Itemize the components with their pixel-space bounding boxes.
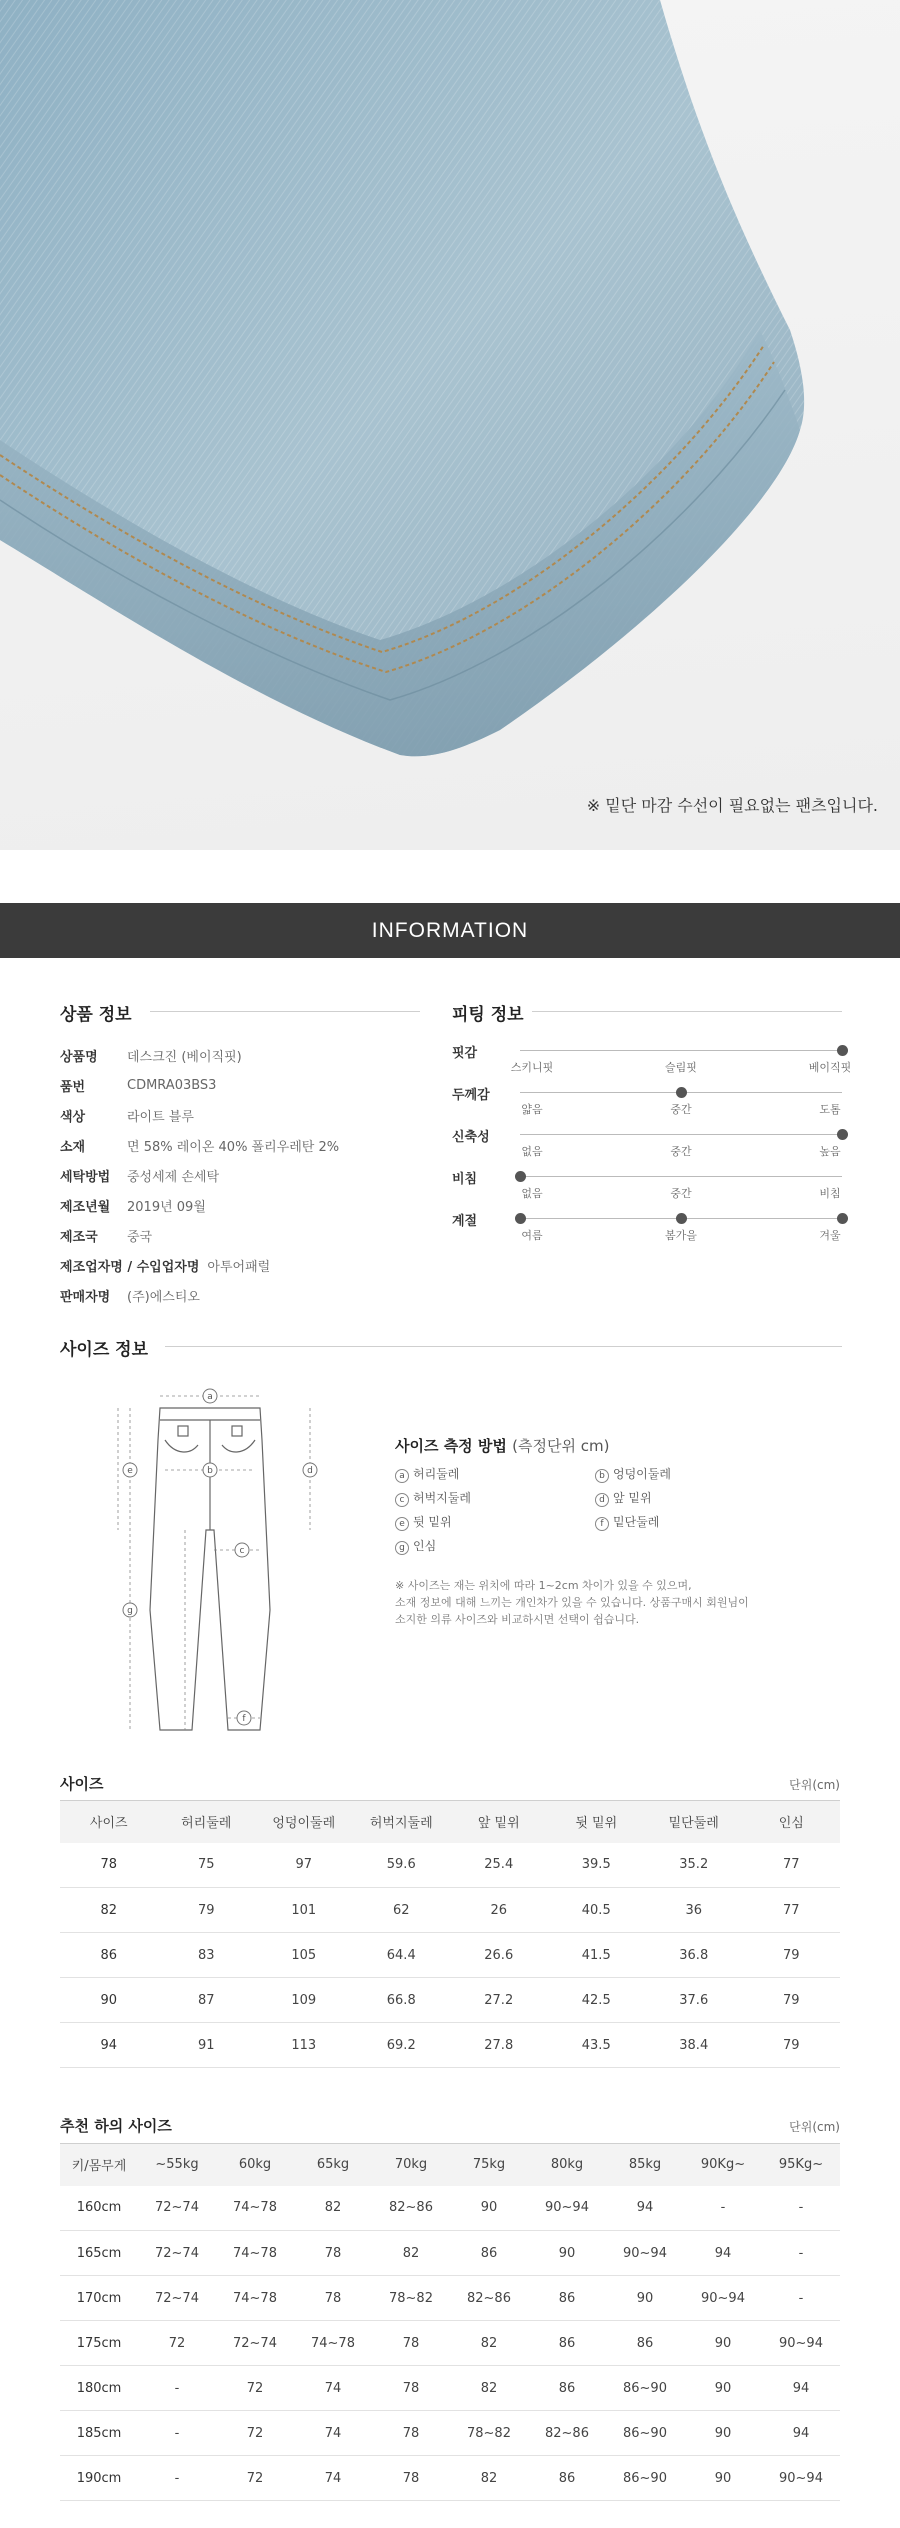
size-method-label: 허리둘레 bbox=[413, 1467, 460, 1481]
product-info-row bbox=[60, 1250, 339, 1280]
table-cell: 105 bbox=[255, 1933, 353, 1978]
table-cell: 72~74 bbox=[138, 2186, 216, 2231]
table-cell: 86 bbox=[528, 2456, 606, 2501]
table-cell: 79 bbox=[158, 1888, 256, 1933]
table-cell: 160cm bbox=[60, 2186, 138, 2231]
table-cell: 109 bbox=[255, 1978, 353, 2023]
table-cell: 35.2 bbox=[645, 1843, 743, 1888]
fitting-option: 중간 bbox=[670, 1187, 692, 1200]
product-info-value: 데스크진 (베이직핏) bbox=[127, 1049, 242, 1065]
product-info-key: 상품명 bbox=[60, 1049, 98, 1065]
table-cell: 59.6 bbox=[353, 1843, 451, 1888]
table-cell: - bbox=[138, 2366, 216, 2411]
fitting-option: 슬림핏 bbox=[665, 1061, 697, 1074]
table-cell: 77 bbox=[743, 1843, 841, 1888]
table-cell: 94 bbox=[606, 2186, 684, 2231]
table-cell: 86 bbox=[528, 2321, 606, 2366]
table-header-cell: 80kg bbox=[528, 2144, 606, 2186]
table-cell: 74 bbox=[294, 2366, 372, 2411]
table-row bbox=[60, 2231, 840, 2276]
fitting-row bbox=[452, 1040, 852, 1082]
fitting-selected-dot bbox=[515, 1213, 526, 1224]
table-cell: 170cm bbox=[60, 2276, 138, 2321]
table-cell: 86 bbox=[60, 1933, 158, 1978]
product-info-key: 판매자명 bbox=[60, 1289, 111, 1305]
table-cell: 90~94 bbox=[684, 2276, 762, 2321]
table-cell: 25.4 bbox=[450, 1843, 548, 1888]
table-cell: 74 bbox=[294, 2411, 372, 2456]
table-cell: 78~82 bbox=[372, 2276, 450, 2321]
size-method-item bbox=[395, 1513, 452, 1531]
size-method-item bbox=[595, 1489, 652, 1507]
size-method-code: c bbox=[395, 1493, 409, 1507]
size-method-item bbox=[395, 1489, 471, 1507]
diagram-label-a: a bbox=[207, 1392, 213, 1402]
table-cell: 86~90 bbox=[606, 2411, 684, 2456]
product-info-key: 제조업자명 / 수입업자명 bbox=[60, 1259, 200, 1275]
size-method-item bbox=[595, 1465, 671, 1483]
fitting-option: 높음 bbox=[819, 1145, 841, 1158]
table-cell: 41.5 bbox=[548, 1933, 646, 1978]
size-method-code: d bbox=[595, 1493, 609, 1507]
table-cell: 36 bbox=[645, 1888, 743, 1933]
product-info-value: 2019년 09월 bbox=[127, 1199, 206, 1215]
size-method-label: 허벅지둘레 bbox=[413, 1491, 471, 1505]
table-cell: 62 bbox=[353, 1888, 451, 1933]
table-cell: 72~74 bbox=[138, 2276, 216, 2321]
table-cell: 185cm bbox=[60, 2411, 138, 2456]
table-header-cell: 뒷 밑위 bbox=[548, 1801, 646, 1843]
fitting-label: 신축성 bbox=[452, 1130, 490, 1145]
product-info-key: 색상 bbox=[60, 1109, 86, 1125]
table-cell: 82 bbox=[294, 2186, 372, 2231]
size-table-title: 사이즈 bbox=[60, 1775, 104, 1793]
table-cell: 77 bbox=[743, 1888, 841, 1933]
size-method-code: b bbox=[595, 1469, 609, 1483]
table-header-cell: 95Kg~ bbox=[762, 2144, 840, 2186]
table-cell: 74~78 bbox=[216, 2186, 294, 2231]
fitting-option: 없음 bbox=[521, 1145, 543, 1158]
table-cell: 86~90 bbox=[606, 2366, 684, 2411]
size-method-label: 인심 bbox=[413, 1539, 437, 1553]
table-cell: 86 bbox=[450, 2231, 528, 2276]
table-cell: 90 bbox=[606, 2276, 684, 2321]
product-info-row bbox=[60, 1070, 339, 1100]
recommended-size-table bbox=[60, 2143, 840, 2501]
size-note bbox=[395, 1577, 795, 1628]
product-info-value: 중국 bbox=[127, 1229, 153, 1245]
size-method-code: a bbox=[395, 1469, 409, 1483]
table-header-cell: 엉덩이둘레 bbox=[255, 1801, 353, 1843]
size-method-item bbox=[595, 1513, 659, 1531]
table-cell: 78~82 bbox=[450, 2411, 528, 2456]
table-cell: 90 bbox=[60, 1978, 158, 2023]
table-cell: 82 bbox=[450, 2321, 528, 2366]
fitting-row bbox=[452, 1082, 842, 1124]
table-row bbox=[60, 2411, 840, 2456]
fitting-option: 스키니핏 bbox=[510, 1061, 554, 1074]
table-cell: 78 bbox=[372, 2366, 450, 2411]
product-info-row bbox=[60, 1280, 339, 1310]
table-header-cell: 인심 bbox=[743, 1801, 841, 1843]
table-row bbox=[60, 2321, 840, 2366]
table-cell: 90~94 bbox=[606, 2231, 684, 2276]
fitting-option: 겨울 bbox=[819, 1229, 841, 1242]
table-cell: 69.2 bbox=[353, 2023, 451, 2068]
fitting-option: 여름 bbox=[521, 1229, 543, 1242]
product-info-key: 제조국 bbox=[60, 1229, 98, 1245]
table-cell: 90~94 bbox=[528, 2186, 606, 2231]
size-method-label: 앞 밑위 bbox=[613, 1491, 652, 1505]
table-cell: 27.8 bbox=[450, 2023, 548, 2068]
fitting-option: 없음 bbox=[521, 1187, 543, 1200]
fitting-info-divider bbox=[532, 1011, 842, 1012]
fitting-label: 핏감 bbox=[452, 1046, 478, 1061]
table-cell: - bbox=[684, 2186, 762, 2231]
table-header-cell: 키/몸무게 bbox=[60, 2144, 138, 2186]
fitting-selected-dot bbox=[676, 1087, 687, 1098]
size-info-divider bbox=[165, 1346, 842, 1347]
table-cell: 175cm bbox=[60, 2321, 138, 2366]
table-cell: - bbox=[762, 2276, 840, 2321]
table-cell: 90 bbox=[450, 2186, 528, 2231]
table-cell: 190cm bbox=[60, 2456, 138, 2501]
table-cell: 90 bbox=[528, 2231, 606, 2276]
size-method-unit: (측정단위 cm) bbox=[512, 1437, 610, 1455]
fitting-selected-dot bbox=[837, 1045, 848, 1056]
diagram-label-c: c bbox=[239, 1546, 245, 1556]
table-cell: 42.5 bbox=[548, 1978, 646, 2023]
table-cell: 86 bbox=[528, 2366, 606, 2411]
table-cell: 94 bbox=[684, 2231, 762, 2276]
table-header-cell: 65kg bbox=[294, 2144, 372, 2186]
table-cell: 82~86 bbox=[450, 2276, 528, 2321]
product-info-divider bbox=[150, 1011, 420, 1012]
table-row bbox=[60, 2186, 840, 2231]
table-row bbox=[60, 2276, 840, 2321]
size-method-label: 엉덩이둘레 bbox=[613, 1467, 671, 1481]
size-method-code: e bbox=[395, 1517, 409, 1531]
table-cell: 97 bbox=[255, 1843, 353, 1888]
table-cell: 66.8 bbox=[353, 1978, 451, 2023]
information-banner: INFORMATION bbox=[0, 903, 900, 958]
table-header-row bbox=[60, 2144, 840, 2186]
diagram-label-g: g bbox=[127, 1606, 133, 1616]
table-header-cell: 사이즈 bbox=[60, 1801, 158, 1843]
table-row bbox=[60, 1978, 840, 2023]
table-header-cell: 밑단둘레 bbox=[645, 1801, 743, 1843]
size-note-line: ※ 사이즈는 재는 위치에 따라 1~2cm 차이가 있을 수 있으며, bbox=[395, 1579, 692, 1592]
table-cell: 90~94 bbox=[762, 2456, 840, 2501]
product-info-value: CDMRA03BS3 bbox=[127, 1077, 217, 1093]
table-cell: 78 bbox=[372, 2411, 450, 2456]
fitting-option: 중간 bbox=[670, 1103, 692, 1116]
table-header-row bbox=[60, 1801, 840, 1843]
size-method-item bbox=[395, 1465, 459, 1483]
fitting-label: 계절 bbox=[452, 1214, 478, 1229]
table-cell: 72 bbox=[216, 2366, 294, 2411]
fitting-selected-dot bbox=[837, 1129, 848, 1140]
table-row bbox=[60, 2456, 840, 2501]
table-cell: 72 bbox=[138, 2321, 216, 2366]
table-cell: 37.6 bbox=[645, 1978, 743, 2023]
table-cell: 72 bbox=[216, 2411, 294, 2456]
size-table bbox=[60, 1800, 840, 2068]
size-method-code: f bbox=[595, 1517, 609, 1531]
size-method-label: 뒷 밑위 bbox=[413, 1515, 452, 1529]
table-cell: - bbox=[762, 2186, 840, 2231]
product-info-row bbox=[60, 1130, 339, 1160]
hero-caption: ※ 밑단 마감 수선이 필요없는 팬츠입니다. bbox=[586, 796, 878, 815]
product-info-list bbox=[60, 1040, 339, 1310]
product-info-value: 중성세제 손세탁 bbox=[127, 1169, 220, 1185]
table-cell: 94 bbox=[60, 2023, 158, 2068]
table-cell: 90 bbox=[684, 2456, 762, 2501]
table-header-cell: 허벅지둘레 bbox=[353, 1801, 451, 1843]
table-cell: 79 bbox=[743, 1978, 841, 2023]
table-cell: 83 bbox=[158, 1933, 256, 1978]
table-cell: 64.4 bbox=[353, 1933, 451, 1978]
fitting-info-list bbox=[452, 1040, 852, 1250]
fitting-option: 봄가을 bbox=[665, 1229, 697, 1242]
table-header-cell: 60kg bbox=[216, 2144, 294, 2186]
table-header-cell: 허리둘레 bbox=[158, 1801, 256, 1843]
table-cell: 82 bbox=[450, 2366, 528, 2411]
table-cell: 86 bbox=[606, 2321, 684, 2366]
table-cell: 38.4 bbox=[645, 2023, 743, 2068]
table-cell: 180cm bbox=[60, 2366, 138, 2411]
product-info-key: 제조년월 bbox=[60, 1199, 111, 1215]
product-info-value: 면 58% 레이온 40% 폴리우레탄 2% bbox=[127, 1139, 340, 1155]
table-cell: 82~86 bbox=[528, 2411, 606, 2456]
table-cell: 113 bbox=[255, 2023, 353, 2068]
product-info-key: 품번 bbox=[60, 1079, 86, 1095]
diagram-label-b: b bbox=[207, 1466, 213, 1476]
table-cell: 90~94 bbox=[762, 2321, 840, 2366]
product-info-row bbox=[60, 1040, 339, 1070]
fitting-info-title: 피팅 정보 bbox=[452, 1005, 524, 1025]
product-info-row bbox=[60, 1220, 339, 1250]
table-cell: 74 bbox=[294, 2456, 372, 2501]
denim-hem-illustration bbox=[0, 0, 900, 850]
table-header-cell: 90Kg~ bbox=[684, 2144, 762, 2186]
table-cell: 39.5 bbox=[548, 1843, 646, 1888]
table-header-cell: 75kg bbox=[450, 2144, 528, 2186]
size-method-label: 밑단둘레 bbox=[613, 1515, 660, 1529]
table-cell: 82 bbox=[60, 1888, 158, 1933]
rec-table-title: 추천 하의 사이즈 bbox=[60, 2117, 172, 2135]
table-cell: 87 bbox=[158, 1978, 256, 2023]
table-header-cell: 앞 밑위 bbox=[450, 1801, 548, 1843]
table-cell: 82~86 bbox=[372, 2186, 450, 2231]
table-cell: 90 bbox=[684, 2411, 762, 2456]
fitting-selected-dot bbox=[837, 1213, 848, 1224]
table-cell: 26.6 bbox=[450, 1933, 548, 1978]
table-row bbox=[60, 1933, 840, 1978]
table-cell: 78 bbox=[372, 2321, 450, 2366]
table-cell: 79 bbox=[743, 2023, 841, 2068]
fitting-label: 두께감 bbox=[452, 1088, 490, 1103]
fitting-selected-dot bbox=[676, 1213, 687, 1224]
product-info-row bbox=[60, 1190, 339, 1220]
table-header-cell: 85kg bbox=[606, 2144, 684, 2186]
table-cell: 94 bbox=[762, 2411, 840, 2456]
product-info-value: 라이트 블루 bbox=[127, 1109, 194, 1125]
product-info-key: 세탁방법 bbox=[60, 1169, 111, 1185]
table-cell: 72~74 bbox=[216, 2321, 294, 2366]
fitting-option: 얇음 bbox=[521, 1103, 543, 1116]
pants-measurement-diagram bbox=[110, 1380, 330, 1740]
fitting-selected-dot bbox=[515, 1171, 526, 1182]
size-note-line: 소지한 의류 사이즈와 비교하시면 선택이 쉽습니다. bbox=[395, 1613, 640, 1626]
product-info-value: (주)에스티오 bbox=[127, 1289, 200, 1305]
table-cell: 91 bbox=[158, 2023, 256, 2068]
size-method-title: 사이즈 측정 방법 (측정단위 cm) bbox=[395, 1437, 610, 1455]
table-header-cell: 70kg bbox=[372, 2144, 450, 2186]
product-info-key: 소재 bbox=[60, 1139, 86, 1155]
size-method-item bbox=[395, 1537, 436, 1555]
table-row bbox=[60, 1843, 840, 1888]
fitting-scale-line bbox=[520, 1050, 842, 1051]
fitting-option: 비침 bbox=[819, 1187, 841, 1200]
diagram-label-e: e bbox=[127, 1466, 133, 1476]
fitting-label: 비침 bbox=[452, 1172, 478, 1187]
table-cell: 78 bbox=[60, 1843, 158, 1888]
table-cell: 43.5 bbox=[548, 2023, 646, 2068]
table-cell: 86~90 bbox=[606, 2456, 684, 2501]
table-cell: 40.5 bbox=[548, 1888, 646, 1933]
table-cell: 74~78 bbox=[294, 2321, 372, 2366]
size-info-title: 사이즈 정보 bbox=[60, 1340, 149, 1360]
table-cell: 72 bbox=[216, 2456, 294, 2501]
table-row bbox=[60, 2366, 840, 2411]
product-info-row bbox=[60, 1160, 339, 1190]
rec-table-unit: 단위(cm) bbox=[789, 2120, 840, 2134]
fitting-option: 도톰 bbox=[819, 1103, 841, 1116]
table-cell: 78 bbox=[372, 2456, 450, 2501]
table-cell: - bbox=[138, 2456, 216, 2501]
size-note-line: 소재 정보에 대해 느끼는 개인차가 있을 수 있습니다. 상품구매시 회원님이 bbox=[395, 1596, 749, 1609]
product-info-row bbox=[60, 1100, 339, 1130]
table-cell: 75 bbox=[158, 1843, 256, 1888]
table-cell: 101 bbox=[255, 1888, 353, 1933]
product-info-title: 상품 정보 bbox=[60, 1005, 132, 1025]
fitting-scale-line bbox=[520, 1134, 842, 1135]
table-cell: 74~78 bbox=[216, 2231, 294, 2276]
diagram-label-d: d bbox=[307, 1466, 313, 1476]
diagram-label-f: f bbox=[242, 1714, 246, 1724]
table-cell: 36.8 bbox=[645, 1933, 743, 1978]
fitting-option: 중간 bbox=[670, 1145, 692, 1158]
table-row bbox=[60, 2023, 840, 2068]
table-cell: 82 bbox=[372, 2231, 450, 2276]
table-cell: 82 bbox=[450, 2456, 528, 2501]
table-cell: 26 bbox=[450, 1888, 548, 1933]
table-header-cell: ~55kg bbox=[138, 2144, 216, 2186]
fitting-row bbox=[452, 1208, 842, 1250]
table-cell: 78 bbox=[294, 2231, 372, 2276]
table-cell: - bbox=[138, 2411, 216, 2456]
table-cell: 72~74 bbox=[138, 2231, 216, 2276]
size-table-unit: 단위(cm) bbox=[789, 1778, 840, 1792]
table-cell: 94 bbox=[762, 2366, 840, 2411]
table-cell: 165cm bbox=[60, 2231, 138, 2276]
product-info-value: 아투어패럴 bbox=[207, 1259, 271, 1275]
fitting-scale-line bbox=[520, 1176, 842, 1177]
product-photo bbox=[0, 0, 900, 850]
fitting-row bbox=[452, 1166, 842, 1208]
table-cell: 79 bbox=[743, 1933, 841, 1978]
fitting-option: 베이직핏 bbox=[808, 1061, 852, 1074]
fitting-row bbox=[452, 1124, 842, 1166]
table-cell: - bbox=[762, 2231, 840, 2276]
table-cell: 27.2 bbox=[450, 1978, 548, 2023]
table-row bbox=[60, 1888, 840, 1933]
table-cell: 90 bbox=[684, 2321, 762, 2366]
table-cell: 78 bbox=[294, 2276, 372, 2321]
table-cell: 90 bbox=[684, 2366, 762, 2411]
table-cell: 74~78 bbox=[216, 2276, 294, 2321]
size-method-code: g bbox=[395, 1541, 409, 1555]
table-cell: 86 bbox=[528, 2276, 606, 2321]
